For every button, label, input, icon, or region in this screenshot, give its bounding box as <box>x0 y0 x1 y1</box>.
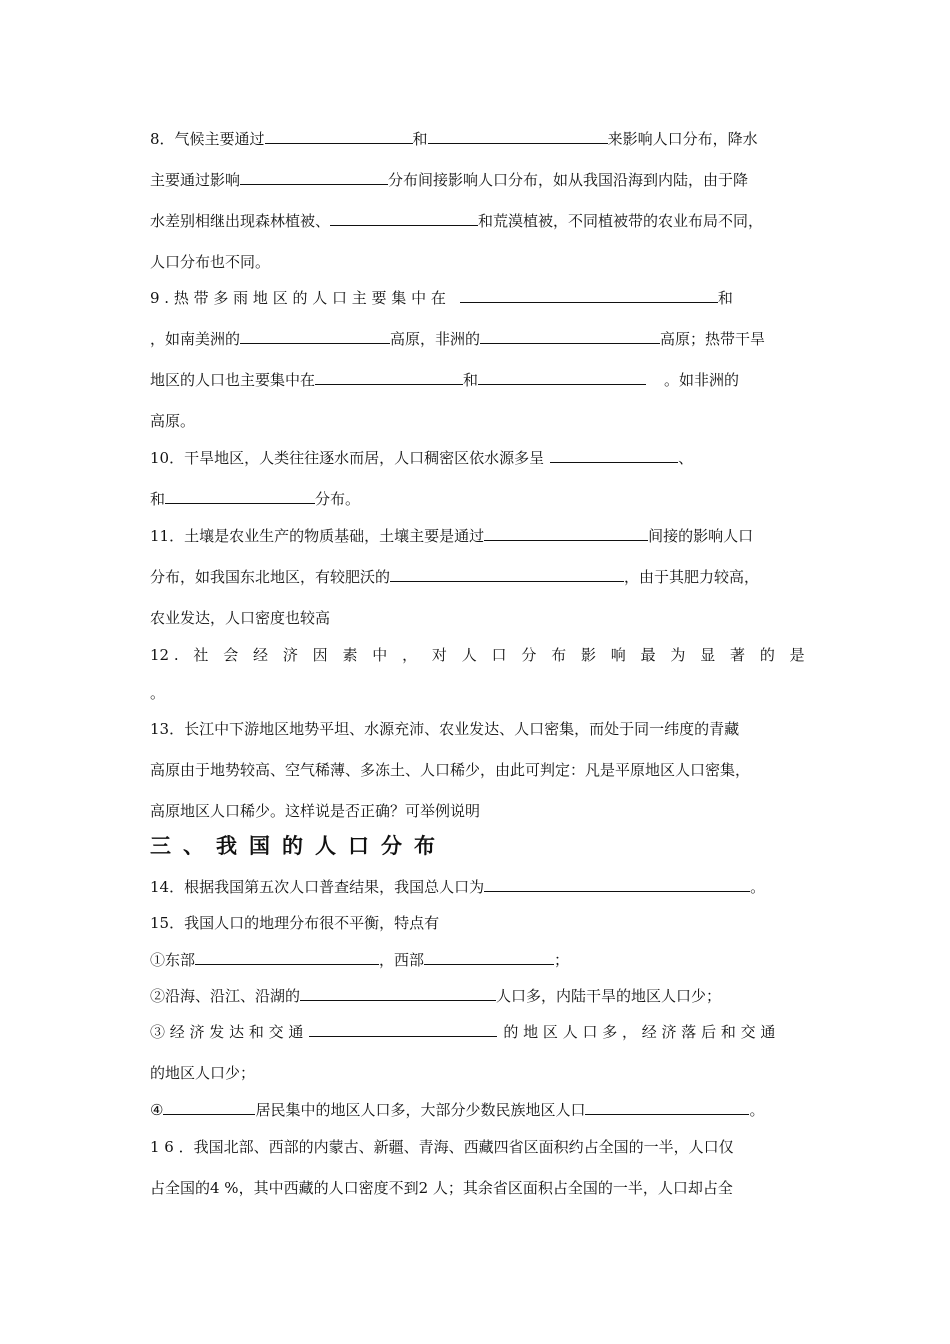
q9-text: 高原；热带干旱 <box>660 330 766 348</box>
q11-line-1 <box>150 525 805 547</box>
q15-text: ④ <box>150 1101 164 1119</box>
q8-text: 8．气候主要通过 <box>150 130 265 148</box>
q9-line-3 <box>150 369 805 391</box>
answer-blank[interactable] <box>309 1021 497 1037</box>
answer-blank[interactable] <box>484 525 648 541</box>
q9-text: 。如非洲的 <box>664 371 740 389</box>
q12-char: 社 <box>193 646 209 664</box>
q8-line-2 <box>150 169 805 191</box>
q9-text: 9 . 热 带 多 雨 地 区 的 人 口 主 要 集 中 在 <box>150 289 446 307</box>
answer-blank[interactable] <box>315 369 463 385</box>
q9-text: 和 <box>463 371 479 389</box>
q15-text: ，西部 <box>379 951 425 969</box>
q12-char: 为 <box>670 646 686 664</box>
q11-line-2 <box>150 566 805 588</box>
answer-blank[interactable] <box>265 128 413 144</box>
q8-line-4: 人口分布也不同。 <box>150 253 271 271</box>
answer-blank[interactable] <box>424 949 554 965</box>
q11-text: 分布，如我国东北地区，有较肥沃的 <box>150 568 391 586</box>
answer-blank[interactable] <box>195 949 379 965</box>
q12-char: 因 <box>312 646 328 664</box>
q9-text: 地区的人口也主要集中在 <box>150 371 316 389</box>
q12-char: 济 <box>282 646 298 664</box>
q15-text: 。 <box>749 1101 765 1119</box>
q10-text: 分布。 <box>315 490 361 508</box>
q8-text: 和荒漠植被，不同植被带的农业布局不同， <box>478 212 764 230</box>
answer-blank[interactable] <box>460 287 718 303</box>
q13-line-1: 13．长江中下游地区地势平坦、水源充沛、农业发达、人口密集，而处于同一纬度的青藏 <box>150 720 740 738</box>
q12-char: 口 <box>491 646 507 664</box>
q15-text: 的 地 区 人 口 多 ， 经 济 落 后 和 交 通 <box>503 1023 776 1041</box>
q15-intro: 15．我国人口的地理分布很不平衡，特点有 <box>150 914 440 932</box>
q13-line-2: 高原由于地势较高、空气稀薄、多冻土、人口稀少，由此可判定：凡是平原地区人口密集， <box>150 761 751 779</box>
q9-text: ，如南美洲的 <box>150 330 241 348</box>
q12-char: 最 <box>640 646 656 664</box>
q15-text: ③ 经 济 发 达 和 交 通 <box>150 1023 304 1041</box>
q15-item-3-cont: 的地区人口少； <box>150 1064 256 1082</box>
q9-text: 高原，非洲的 <box>390 330 481 348</box>
q8-text: 主要通过影响 <box>150 171 241 189</box>
q12-char: 人 <box>461 646 477 664</box>
q15-item-3 <box>150 1021 805 1043</box>
q15-text: ①东部 <box>150 951 196 969</box>
q10-line-2 <box>150 488 805 510</box>
q12-char: 响 <box>610 646 626 664</box>
answer-blank[interactable] <box>300 985 496 1001</box>
answer-blank[interactable] <box>428 128 608 144</box>
answer-blank[interactable] <box>165 488 315 504</box>
q12-char: 著 <box>730 646 746 664</box>
q12-char: ， <box>402 646 418 664</box>
q12-char: 显 <box>700 646 716 664</box>
q11-text: 间接的影响人口 <box>648 527 754 545</box>
answer-blank[interactable] <box>240 328 390 344</box>
q12-char: 12 . <box>150 646 179 664</box>
answer-blank[interactable] <box>478 369 646 385</box>
q15-item-1 <box>150 949 805 971</box>
answer-blank[interactable] <box>163 1099 255 1115</box>
answer-blank[interactable] <box>390 566 624 582</box>
q8-line-1 <box>150 128 805 150</box>
q14-text: 。 <box>750 878 766 896</box>
q12-char: 素 <box>342 646 358 664</box>
q8-text: 水差别相继出现森林植被、 <box>150 212 331 230</box>
q15-item-4 <box>150 1099 805 1121</box>
q16-line-2: 占全国的4 %，其中西藏的人口密度不到2 人；其余省区面积占全国的一半，人口却占全 <box>150 1179 733 1197</box>
q13-line-3: 高原地区人口稀少。这样说是否正确？可举例说明 <box>150 802 481 820</box>
q8-line-3 <box>150 210 805 232</box>
q12-line-1 <box>150 644 805 666</box>
q11-text: ，由于其肥力较高， <box>624 568 760 586</box>
q10-line-1 <box>150 447 805 469</box>
answer-blank[interactable] <box>330 210 478 226</box>
q15-item-2 <box>150 985 805 1007</box>
q10-text: 、 <box>678 449 694 467</box>
q12-char: 影 <box>580 646 596 664</box>
q12-char: 是 <box>789 646 805 664</box>
q12-char: 分 <box>521 646 537 664</box>
q14-line <box>150 876 805 898</box>
q15-text: 居民集中的地区人口多，大部分少数民族地区人口 <box>255 1101 586 1119</box>
q12-char: 经 <box>253 646 269 664</box>
q12-char: 中 <box>372 646 388 664</box>
q9-text: 和 <box>717 289 733 307</box>
q15-text: ②沿海、沿江、沿湖的 <box>150 987 301 1005</box>
q12-char: 的 <box>759 646 775 664</box>
answer-blank[interactable] <box>240 169 388 185</box>
q14-text: 14．根据我国第五次人口普查结果，我国总人口为 <box>150 878 485 896</box>
q12-char: 对 <box>431 646 447 664</box>
answer-blank[interactable] <box>480 328 660 344</box>
q12-char: 布 <box>551 646 567 664</box>
q9-line-2 <box>150 328 805 350</box>
q11-text: 11．土壤是农业生产的物质基础，土壤主要是通过 <box>150 527 485 545</box>
q8-text: 和 <box>412 130 428 148</box>
answer-blank[interactable] <box>550 447 678 463</box>
q9-line-1 <box>150 287 805 309</box>
q12-char: 会 <box>223 646 239 664</box>
q10-text: 和 <box>150 490 166 508</box>
answer-blank[interactable] <box>484 876 750 892</box>
q15-text: ； <box>554 951 570 969</box>
answer-blank[interactable] <box>585 1099 749 1115</box>
q15-text: 人口多，内陆干旱的地区人口少； <box>496 987 722 1005</box>
section-heading: 三、我国的人口分布 <box>150 833 447 858</box>
q8-text: 分布间接影响人口分布，如从我国沿海到内陆，由于降 <box>388 171 749 189</box>
q10-text: 10．干旱地区，人类往往逐水而居，人口稠密区依水源多呈 <box>150 449 545 467</box>
q11-line-3: 农业发达，人口密度也较高 <box>150 609 331 627</box>
q8-text: 来影响人口分布，降水 <box>607 130 758 148</box>
q9-line-4: 高原。 <box>150 412 196 430</box>
q12-line-2: 。 <box>150 684 166 702</box>
q16-line-1: 1 6 ．我国北部、西部的内蒙古、新疆、青海、西藏四省区面积约占全国的一半，人口仅 <box>150 1138 734 1156</box>
